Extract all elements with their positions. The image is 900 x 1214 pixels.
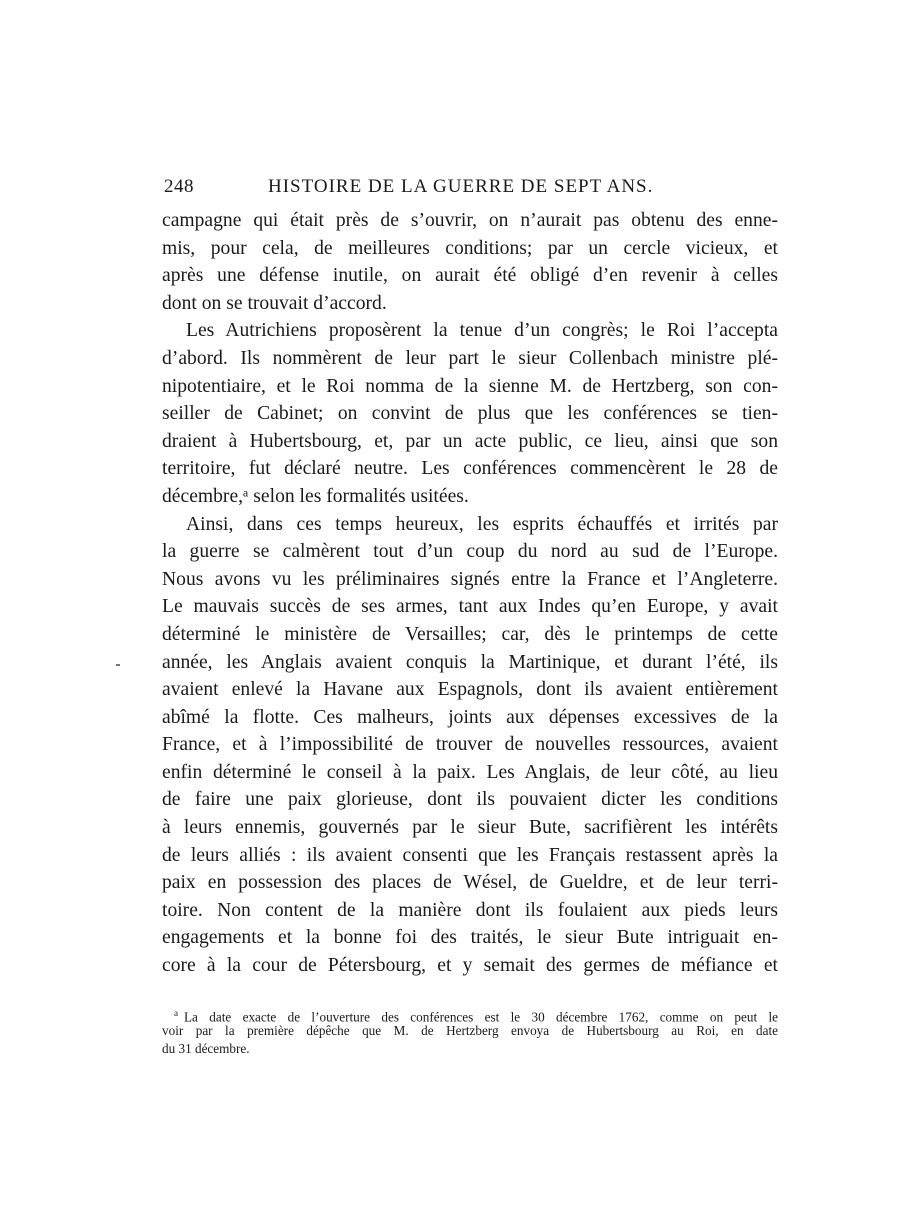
text-line: décembre,ᵃ selon les formalités usitées. (162, 485, 469, 507)
text-line: déterminé le ministère de Versailles; car, dès le printemps de cette (162, 623, 778, 645)
book-page (162, 172, 778, 1058)
text-line: abîmé la flotte. Ces malheurs, joints aux dépenses excessives de la (162, 706, 778, 728)
text-line: enfin déterminé le conseil à la paix. Les Anglais, de leur côté, au lieu (162, 761, 778, 783)
margin-speck (116, 664, 120, 666)
text-line: France, et à l’impossibilité de trouver de nouvelles ressources, avaient (162, 734, 778, 756)
footnote-line (162, 1004, 778, 1025)
footnote-line: du 31 décembre. (162, 1040, 250, 1056)
text-line: la guerre se calmèrent tout d’un coup du nord au sud de l’Europe. (162, 541, 778, 563)
text-line: toire. Non content de la manière dont ils foulaient aux pieds leurs (162, 899, 778, 921)
text-line: année, les Anglais avaient conquis la Martinique, et durant l’été, ils (162, 651, 778, 673)
text-line: de leurs alliés : ils avaient consenti que les Français restassent après la (162, 844, 778, 866)
text-line: avaient enlevé la Havane aux Espagnols, dont ils avaient entièrement (162, 679, 778, 701)
text-line: paix en possession des places de Wésel, de Gueldre, et de leur terri- (162, 872, 778, 894)
text-line: mis, pour cela, de meilleures conditions; par un cercle vicieux, et (162, 237, 778, 259)
footnote-text: La date exacte de l’ouverture des conférences est le 30 décembre 1762, comme on peut le (184, 1009, 778, 1025)
running-head (162, 172, 778, 202)
text-line: dont on se trouvait d’accord. (162, 292, 387, 314)
text-line: core à la cour de Pétersbourg, et y semait des germes de méfiance et (162, 955, 778, 977)
text-line: draient à Hubertsbourg, et, par un acte public, ce lieu, ainsi que son (162, 430, 778, 452)
text-line: nipotentiaire, et le Roi nomma de la sienne M. de Hertzberg, son con- (162, 375, 778, 397)
text-line: de faire une paix glorieuse, dont ils pouvaient dicter les conditions (162, 789, 778, 811)
text-line: Le mauvais succès de ses armes, tant aux Indes qu’en Europe, y avait (162, 596, 778, 618)
running-title: HISTOIRE DE LA GUERRE DE SEPT ANS. (268, 176, 654, 197)
text-line: à leurs ennemis, gouvernés par le sieur Bute, sacrifièrent les intérêts (162, 817, 778, 839)
text-line: territoire, fut déclaré neutre. Les conférences commencèrent le 28 de (162, 458, 778, 480)
text-line: seiller de Cabinet; on convint de plus que les conférences se tien- (162, 403, 778, 425)
text-line: Ainsi, dans ces temps heureux, les esprits échauffés et irrités par (186, 513, 778, 535)
footnote-marker: a (174, 1007, 178, 1018)
text-line: après une défense inutile, on aurait été obligé d’en revenir à celles (162, 265, 778, 287)
text-line: d’abord. Ils nommèrent de leur part le sieur Collenbach ministre plé- (162, 347, 778, 369)
text-line: campagne qui était près de s’ouvrir, on n’aurait pas obtenu des enne- (162, 210, 778, 231)
text-line: engagements et la bonne foi des traités, le sieur Bute intriguait en- (162, 927, 778, 949)
body-text (162, 207, 778, 980)
footnote-line: voir par la première dépêche que M. de Hertzberg envoya de Hubertsbourg au Roi, en date (162, 1022, 778, 1038)
text-line: Les Autrichiens proposèrent la tenue d’un congrès; le Roi l’accepta (186, 320, 778, 342)
footnote (162, 1004, 778, 1058)
text-line: Nous avons vu les préliminaires signés entre la France et l’Angleterre. (162, 568, 778, 590)
page-number: 248 (164, 176, 194, 197)
